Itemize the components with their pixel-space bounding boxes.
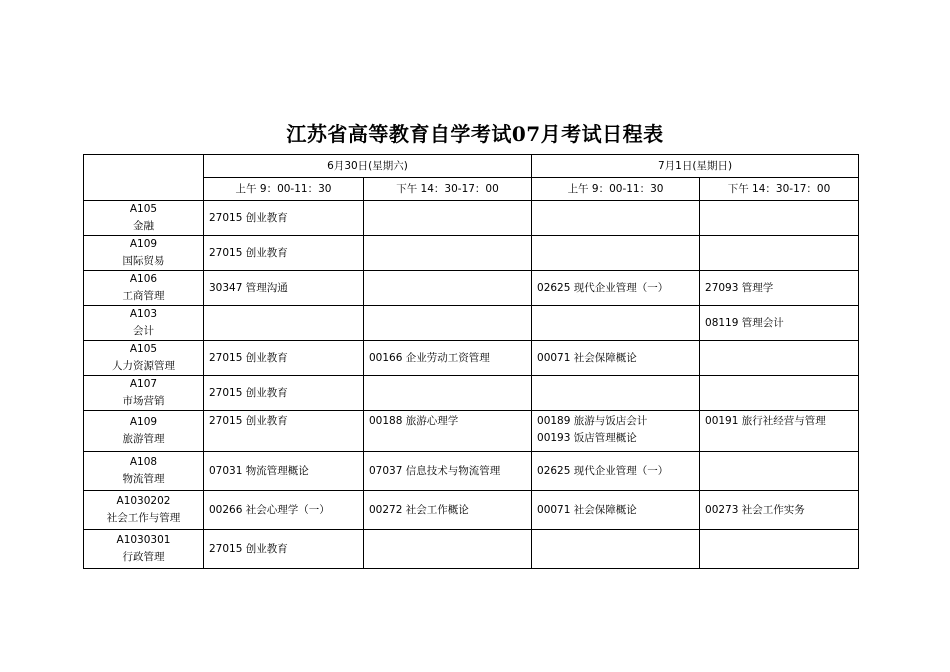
exam-cell: 00071 社会保障概论 xyxy=(532,341,700,376)
major-cell xyxy=(84,376,204,411)
exam-cell xyxy=(364,530,532,569)
exam-cell xyxy=(364,236,532,271)
major-code: A1030301 xyxy=(116,534,171,546)
exam-cell xyxy=(532,306,700,341)
major-name: 社会工作与管理 xyxy=(106,512,181,524)
exam-cell: 27015 创业教育 xyxy=(204,376,364,411)
exam-schedule-table xyxy=(83,154,859,569)
exam-cell xyxy=(700,530,859,569)
major-code: A107 xyxy=(129,378,158,390)
table-row xyxy=(84,201,859,236)
major-name: 市场营销 xyxy=(122,395,165,407)
table-row xyxy=(84,452,859,491)
slot-header: 上午 9：00-11：30 xyxy=(204,178,364,201)
table-row xyxy=(84,411,859,452)
major-cell xyxy=(84,530,204,569)
major-name: 行政管理 xyxy=(122,551,165,563)
exam-cell: 00266 社会心理学（一） xyxy=(204,491,364,530)
day-header-1: 6月30日(星期六) xyxy=(204,155,532,178)
major-cell xyxy=(84,452,204,491)
exam-cell: 00273 社会工作实务 xyxy=(700,491,859,530)
header-row-days xyxy=(84,155,859,178)
exam-cell: 00166 企业劳动工资管理 xyxy=(364,341,532,376)
major-name: 工商管理 xyxy=(122,290,165,302)
day-header-2: 7月1日(星期日) xyxy=(532,155,859,178)
exam-cell: 27015 创业教育 xyxy=(204,201,364,236)
major-code: A109 xyxy=(129,416,158,428)
exam-cell: 27015 创业教育 xyxy=(204,236,364,271)
exam-cell: 07031 物流管理概论 xyxy=(204,452,364,491)
exam-cell: 00071 社会保障概论 xyxy=(532,491,700,530)
major-cell xyxy=(84,236,204,271)
exam-cell: 27015 创业教育 xyxy=(204,411,364,452)
corner-cell xyxy=(84,155,204,201)
exam-cell xyxy=(532,411,700,452)
exam-cell: 00272 社会工作概论 xyxy=(364,491,532,530)
exam-cell xyxy=(532,236,700,271)
exam-cell xyxy=(364,306,532,341)
slot-header: 下午 14：30-17：00 xyxy=(364,178,532,201)
major-name: 物流管理 xyxy=(122,473,165,485)
exam-cell: 27093 管理学 xyxy=(700,271,859,306)
document-title: 江苏省高等教育自学考试07月考试日程表 xyxy=(286,122,664,146)
exam-entry: 00189 旅游与饭店会计 xyxy=(537,415,648,427)
major-cell xyxy=(84,491,204,530)
major-cell xyxy=(84,306,204,341)
major-code: A108 xyxy=(129,456,158,468)
exam-cell xyxy=(532,530,700,569)
major-cell xyxy=(84,411,204,452)
major-name: 国际贸易 xyxy=(122,255,165,267)
table-row xyxy=(84,306,859,341)
exam-cell: 30347 管理沟通 xyxy=(204,271,364,306)
exam-cell xyxy=(700,201,859,236)
slot-header: 上午 9：00-11：30 xyxy=(532,178,700,201)
exam-cell xyxy=(700,376,859,411)
exam-cell: 02625 现代企业管理（一） xyxy=(532,271,700,306)
exam-cell xyxy=(700,236,859,271)
exam-cell: 00191 旅行社经营与管理 xyxy=(700,411,859,452)
major-cell xyxy=(84,271,204,306)
exam-cell: 07037 信息技术与物流管理 xyxy=(364,452,532,491)
exam-cell xyxy=(532,201,700,236)
exam-cell xyxy=(700,341,859,376)
exam-cell xyxy=(204,306,364,341)
major-code: A106 xyxy=(129,273,158,285)
exam-cell: 02625 现代企业管理（一） xyxy=(532,452,700,491)
major-code: A109 xyxy=(129,238,158,250)
slot-header: 下午 14：30-17：00 xyxy=(700,178,859,201)
major-name: 金融 xyxy=(133,220,154,232)
major-code: A103 xyxy=(129,308,158,320)
major-code: A105 xyxy=(129,343,158,355)
exam-cell xyxy=(364,376,532,411)
exam-cell: 27015 创业教育 xyxy=(204,341,364,376)
major-code: A105 xyxy=(129,203,158,215)
table-row xyxy=(84,530,859,569)
major-cell xyxy=(84,341,204,376)
table-row xyxy=(84,491,859,530)
exam-cell: 00188 旅游心理学 xyxy=(364,411,532,452)
major-code: A1030202 xyxy=(116,495,171,507)
exam-cell xyxy=(700,452,859,491)
exam-cell: 27015 创业教育 xyxy=(204,530,364,569)
table-row xyxy=(84,376,859,411)
major-name: 人力资源管理 xyxy=(112,360,175,372)
exam-cell xyxy=(532,376,700,411)
exam-cell xyxy=(364,271,532,306)
table-row xyxy=(84,271,859,306)
exam-entry: 00193 饭店管理概论 xyxy=(537,432,637,444)
major-name: 旅游管理 xyxy=(122,433,165,445)
major-cell xyxy=(84,201,204,236)
major-name: 会计 xyxy=(133,325,154,337)
table-row xyxy=(84,341,859,376)
table-row xyxy=(84,236,859,271)
exam-cell xyxy=(364,201,532,236)
exam-cell: 08119 管理会计 xyxy=(700,306,859,341)
